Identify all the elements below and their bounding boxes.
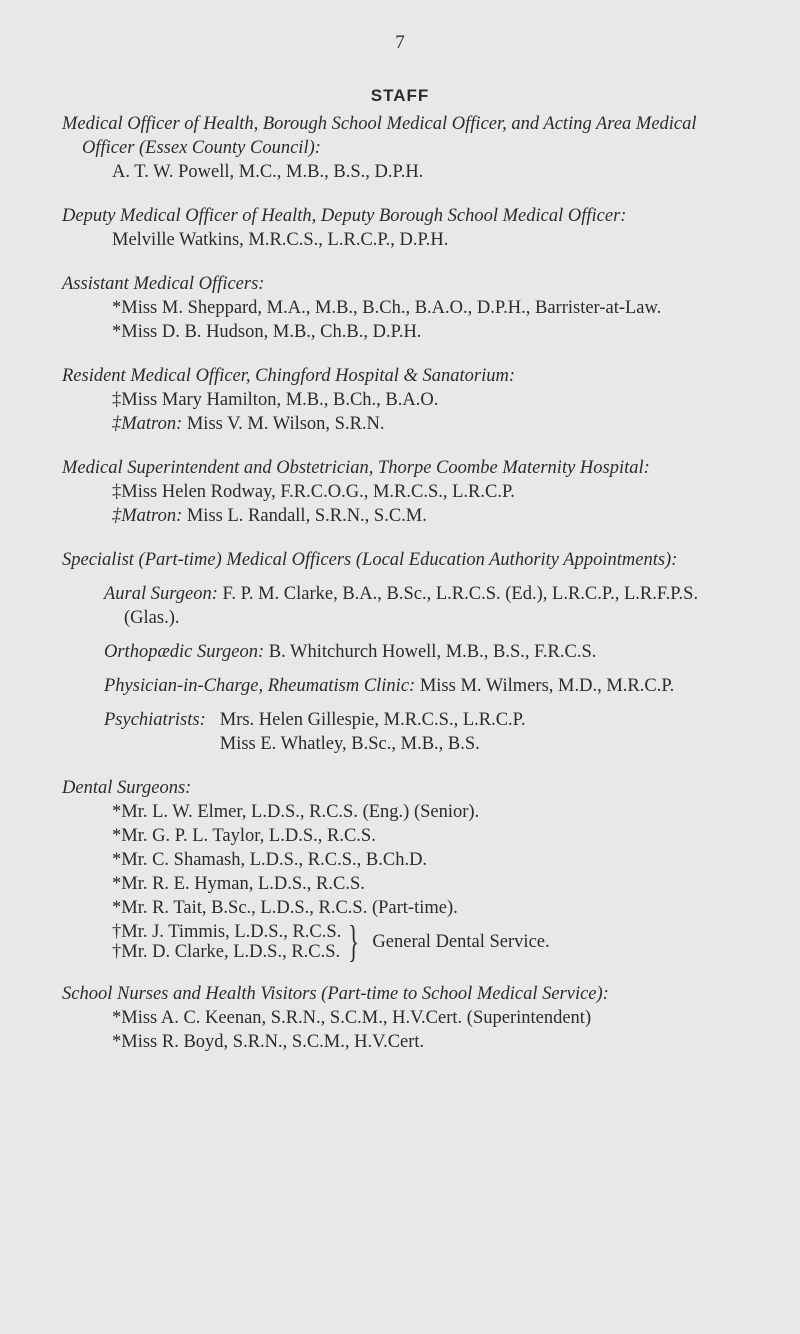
staff-entry: *Mr. G. P. L. Taylor, L.D.S., R.C.S. bbox=[112, 826, 376, 846]
psychiatrist-list bbox=[220, 708, 526, 756]
section-heading: Medical Superintendent and Obstetrician, Thorpe Coombe Maternity Hospital: bbox=[62, 458, 650, 478]
matron-label: ‡Matron: bbox=[112, 506, 183, 526]
psychiatrists-entry bbox=[62, 708, 752, 756]
bracketed-names bbox=[112, 922, 341, 962]
staff-entry: †Mr. D. Clarke, L.D.S., R.C.S. bbox=[112, 942, 341, 962]
staff-name: B. Whitchurch Howell, M.B., B.S., F.R.C.S. bbox=[268, 642, 597, 662]
staff-list bbox=[62, 112, 752, 1054]
staff-entry: Melville Watkins, M.R.C.S., L.R.C.P., D.P.H. bbox=[112, 230, 449, 250]
section-heading: School Nurses and Health Visitors (Part-time to School Medical Service): bbox=[62, 984, 609, 1004]
matron-name: Miss L. Randall, S.R.N., S.C.M. bbox=[186, 506, 427, 526]
staff-entry bbox=[62, 582, 752, 630]
staff-entry: A. T. W. Powell, M.C., M.B., B.S., D.P.H. bbox=[112, 162, 424, 182]
staff-name: Miss M. Wilmers, M.D., M.R.C.P. bbox=[419, 676, 675, 696]
matron-name: Miss V. M. Wilson, S.R.N. bbox=[186, 414, 385, 434]
staff-name: F. P. M. Clarke, B.A., B.Sc., L.R.C.S. (Ed.), L.R.C.P., L.R.F.P.S. (Glas.). bbox=[124, 584, 699, 628]
section-heading: Assistant Medical Officers: bbox=[62, 274, 265, 294]
section-assistant bbox=[62, 272, 752, 344]
staff-entry bbox=[62, 674, 752, 698]
staff-entry bbox=[62, 412, 752, 436]
staff-entry: *Miss A. C. Keenan, S.R.N., S.C.M., H.V.Cert. (Superintendent) bbox=[112, 1008, 592, 1028]
role-label: Aural Surgeon: bbox=[104, 584, 218, 604]
section-heading: Dental Surgeons: bbox=[62, 778, 192, 798]
staff-entry bbox=[62, 504, 752, 528]
brace-glyph: } bbox=[348, 917, 360, 966]
staff-entry: ‡Miss Helen Rodway, F.R.C.O.G., M.R.C.S., L.R.C.P. bbox=[112, 482, 515, 502]
staff-entry: ‡Miss Mary Hamilton, M.B., B.Ch., B.A.O. bbox=[112, 390, 439, 410]
staff-entry: *Mr. R. Tait, B.Sc., L.D.S., R.C.S. (Part-time). bbox=[112, 898, 458, 918]
staff-entry: *Mr. R. E. Hyman, L.D.S., R.C.S. bbox=[112, 874, 365, 894]
section-resident bbox=[62, 364, 752, 436]
staff-entry: *Mr. L. W. Elmer, L.D.S., R.C.S. (Eng.) (Senior). bbox=[112, 802, 480, 822]
section-heading: Deputy Medical Officer of Health, Deputy Borough School Medical Officer: bbox=[62, 206, 627, 226]
role-label: Psychiatrists: bbox=[104, 710, 206, 730]
group-label: General Dental Service. bbox=[372, 932, 550, 952]
page-number: 7 bbox=[395, 32, 405, 53]
staff-name: Mrs. Helen Gillespie, M.R.C.S., L.R.C.P. bbox=[219, 710, 526, 730]
section-moh bbox=[62, 112, 752, 184]
staff-entry: *Mr. C. Shamash, L.D.S., R.C.S., B.Ch.D. bbox=[112, 850, 428, 870]
section-deputy bbox=[62, 204, 752, 252]
section-heading: Resident Medical Officer, Chingford Hospital & Sanatorium: bbox=[62, 366, 516, 386]
section-heading: Specialist (Part-time) Medical Officers (Local Education Authority Appointments): bbox=[62, 550, 678, 570]
general-dental-group bbox=[62, 917, 752, 966]
matron-label: ‡Matron: bbox=[112, 414, 183, 434]
role-label: Orthopædic Surgeon: bbox=[104, 642, 265, 662]
role-label: Physician-in-Charge, Rheumatism Clinic: bbox=[104, 676, 416, 696]
section-heading: Medical Officer of Health, Borough School Medical Officer, and Acting Area Medical Officer (Essex County Council): bbox=[62, 114, 697, 158]
section-specialist bbox=[62, 548, 752, 756]
staff-name: Miss E. Whatley, B.Sc., M.B., B.S. bbox=[219, 734, 480, 754]
section-superintendent bbox=[62, 456, 752, 528]
staff-entry: †Mr. J. Timmis, L.D.S., R.C.S. bbox=[112, 922, 342, 942]
staff-entry bbox=[62, 640, 752, 664]
staff-entry: *Miss D. B. Hudson, M.B., Ch.B., D.P.H. bbox=[112, 322, 422, 342]
staff-entry: *Miss M. Sheppard, M.A., M.B., B.Ch., B.A.O., D.P.H., Barrister-at-Law. bbox=[112, 298, 662, 318]
section-nurses bbox=[62, 982, 752, 1054]
section-dental bbox=[62, 776, 752, 966]
staff-entry: *Miss R. Boyd, S.R.N., S.C.M., H.V.Cert. bbox=[112, 1032, 425, 1052]
page-title: STAFF bbox=[370, 86, 430, 105]
